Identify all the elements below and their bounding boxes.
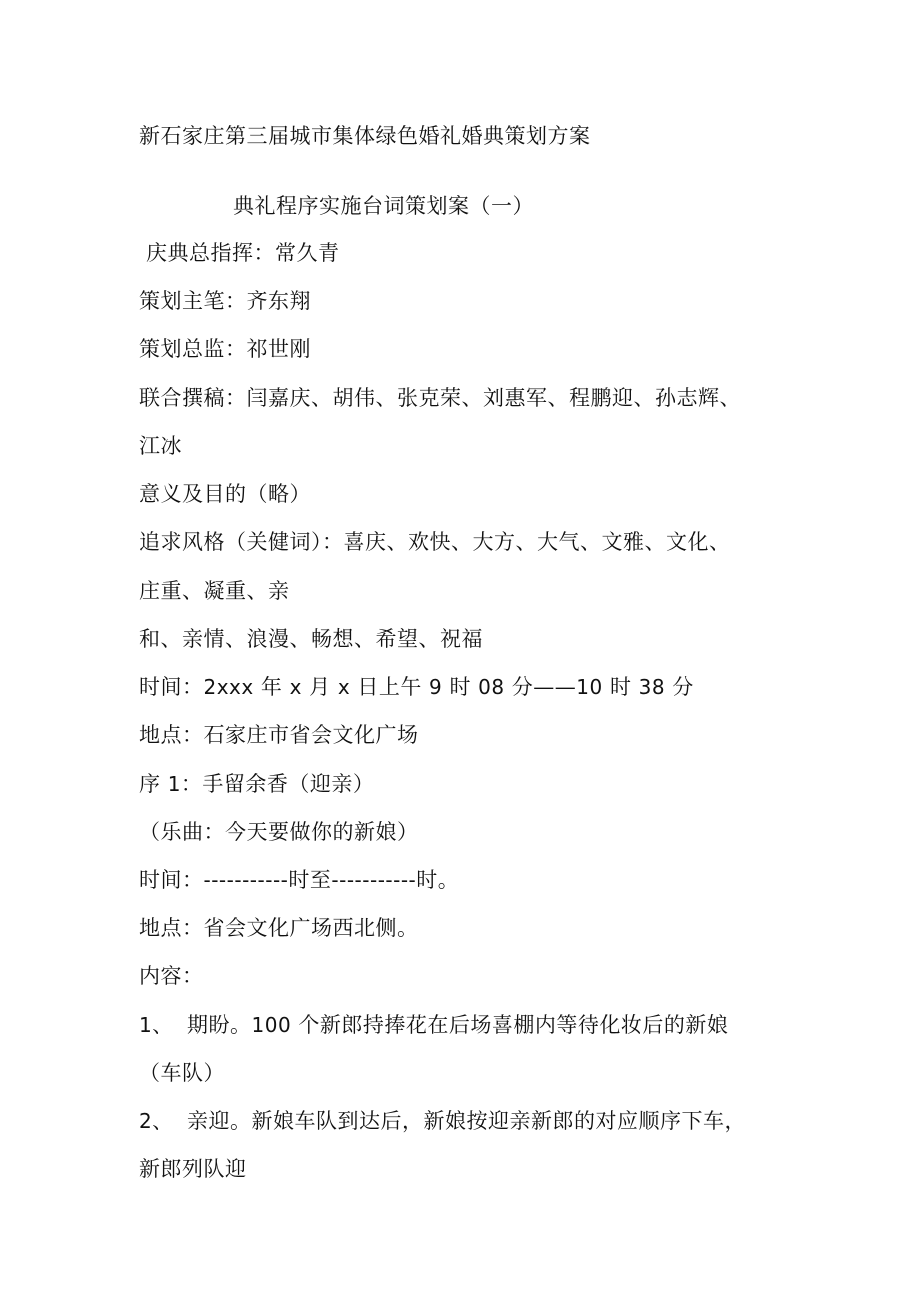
time2-blank-end: ----------- xyxy=(331,868,417,892)
meaning-line: 意义及目的（略） xyxy=(139,482,311,506)
time-start-minute: 08 xyxy=(478,675,505,699)
time-year: 2xxx xyxy=(203,675,254,699)
coauthors-line-2: 江冰 xyxy=(139,434,182,458)
time-year-unit: 年 xyxy=(260,675,283,699)
content-item-2-line-1 xyxy=(139,1106,746,1136)
time-end-minute: 38 xyxy=(638,675,666,699)
item-2-text: 亲迎。新娘车队到达后，新娘按迎亲新郎的对应顺序下车， xyxy=(187,1109,746,1133)
time-label: 时间： xyxy=(139,675,204,699)
writer-line: 策划主笔：齐东翔 xyxy=(139,289,311,313)
style-line-1: 追求风格（关健词）：喜庆、欢快、大方、大气、文雅、文化、 xyxy=(139,530,731,554)
sequence-place-line: 地点：省会文化广场西北侧。 xyxy=(139,916,419,940)
sequence-1-heading xyxy=(139,769,374,799)
event-time-line xyxy=(139,672,694,702)
sequence-time-line xyxy=(139,865,459,895)
content-item-2-line-2: 新郎列队迎 xyxy=(139,1157,247,1181)
time-minute-unit: 分—— xyxy=(511,675,577,699)
content-label: 内容： xyxy=(139,964,204,988)
time-minute-unit-2: 分 xyxy=(672,675,694,699)
time2-end: 时。 xyxy=(416,868,460,892)
content-item-1-line-1 xyxy=(139,1010,728,1040)
coauthors-line-1: 联合撰稿：闫嘉庆、胡伟、张克荣、刘惠军、程鹏迎、孙志辉、 xyxy=(139,386,741,410)
sequence-title: ：手留余香（迎亲） xyxy=(180,772,375,796)
director-line: 庆典总指挥：常久青 xyxy=(146,241,340,265)
time2-blank-start: ----------- xyxy=(203,868,289,892)
time2-label: 时间： xyxy=(139,868,204,892)
style-line-2: 庄重、凝重、亲 xyxy=(139,579,290,603)
time-month: x xyxy=(289,675,302,699)
document-subtitle: 典礼程序实施台词策划案（一） xyxy=(233,194,534,218)
time-hour-unit: 时 xyxy=(449,675,471,699)
time2-mid: 时至 xyxy=(288,868,332,892)
item-1-count: 100 xyxy=(251,1013,292,1037)
item-1-pre: 期盼。 xyxy=(187,1013,252,1037)
time-day-unit: 日上午 xyxy=(357,675,422,699)
item-1-rest: 个新郎持捧花在后场喜棚内等待化妆后的新娘 xyxy=(298,1013,729,1037)
item-2-number: 2、 xyxy=(139,1109,173,1133)
supervisor-line: 策划总监：祁世刚 xyxy=(139,337,311,361)
sequence-number: 1 xyxy=(167,772,181,796)
time-day: x xyxy=(337,675,351,699)
sequence-prefix: 序 xyxy=(139,772,161,796)
document-title: 新石家庄第三届城市集体绿色婚礼婚典策划方案 xyxy=(139,124,591,148)
content-item-1-line-2: （车队） xyxy=(139,1061,225,1085)
time-hour-unit-2: 时 xyxy=(609,675,632,699)
item-1-number: 1、 xyxy=(139,1013,173,1037)
event-place-line: 地点：石家庄市省会文化广场 xyxy=(139,723,419,747)
music-line: （乐曲：今天要做你的新娘） xyxy=(139,820,419,844)
time-start-hour: 9 xyxy=(429,675,443,699)
time-month-unit: 月 xyxy=(309,675,331,699)
style-line-3: 和、亲情、浪漫、畅想、希望、祝福 xyxy=(139,627,483,651)
time-end-hour: 10 xyxy=(576,675,603,699)
